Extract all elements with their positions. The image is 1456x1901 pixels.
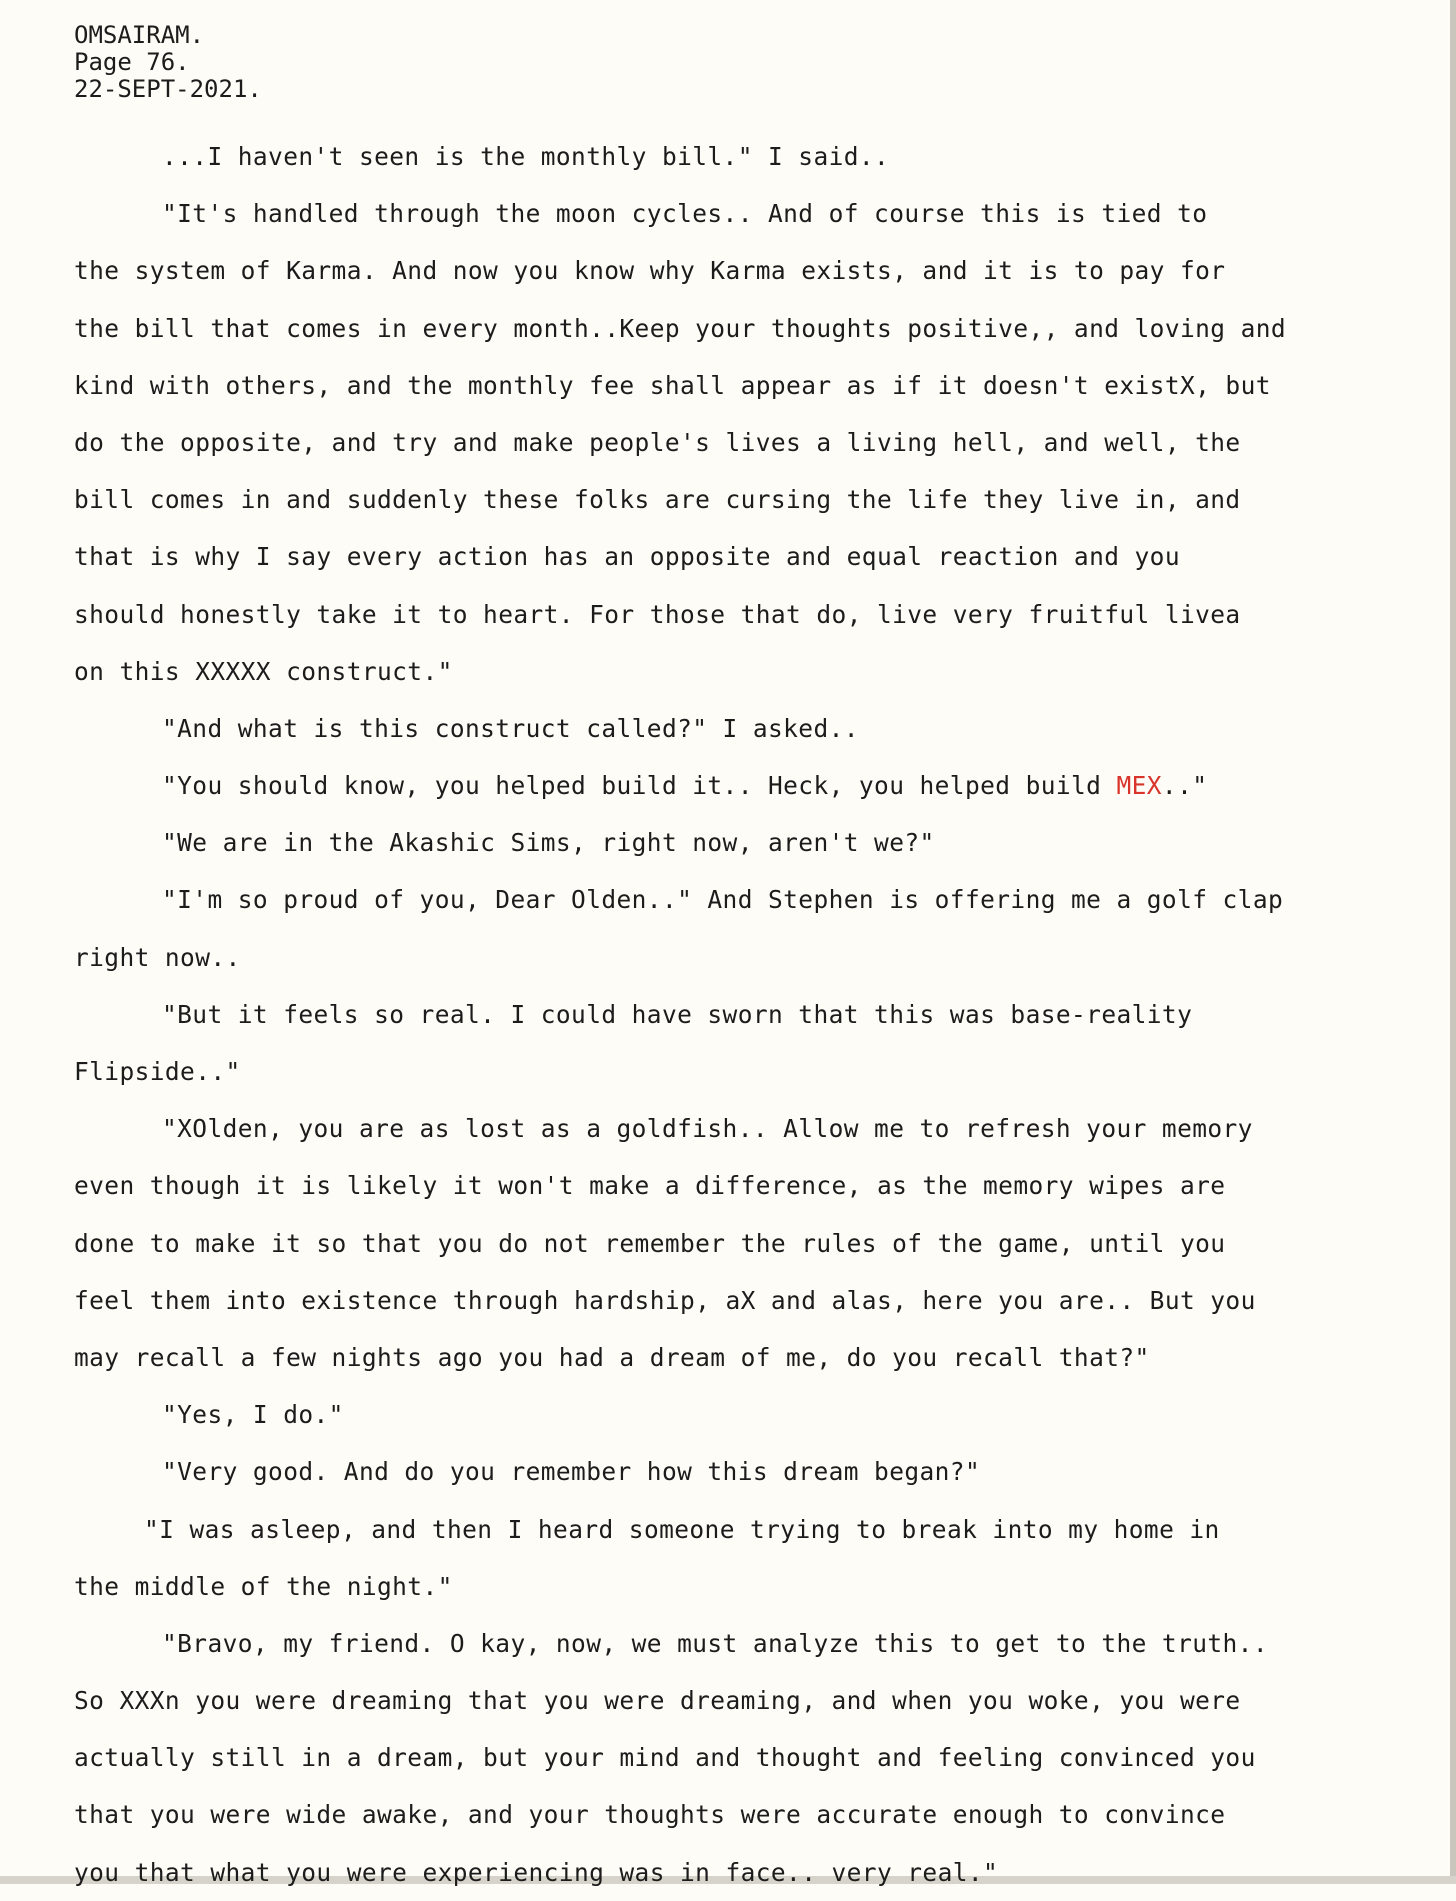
text-line: So XXXn you were dreaming that you were dreaming, and when you woke, you were [74, 1686, 1241, 1716]
text-line: the middle of the night." [74, 1571, 453, 1601]
text-line: may recall a few nights ago you had a dream of me, do you recall that?" [74, 1342, 1150, 1372]
text-line-with-red [74, 757, 1434, 814]
header-date: 22-SEPT-2021. [74, 75, 262, 103]
text-line: Flipside.." [74, 1057, 241, 1086]
page-edge-right [1450, 0, 1456, 1884]
text-line: you that what you were experiencing was in face.. very real." [74, 1857, 999, 1887]
text-line: "Yes, I do." [162, 1400, 344, 1430]
text-line: "I'm so proud of you, Dear Olden.." And Stephen is offering me a golf clap [162, 885, 1284, 915]
text-line: feel them into existence through hardship, aX and alas, here you are.. But you [74, 1285, 1256, 1315]
page-header [74, 22, 262, 103]
text-segment: .." [1161, 771, 1208, 801]
text-line: bill comes in and suddenly these folks are cursing the life they live in, and [74, 485, 1241, 515]
body-text [74, 128, 1434, 1901]
text-line: kind with others, and the monthly fee shall appear as if it doesn't existX, but [74, 370, 1271, 400]
text-line: "I was asleep, and then I heard someone trying to break into my home in [144, 1514, 1220, 1544]
text-line: "XOlden, you are as lost as a goldfish.. Allow me to refresh your memory [162, 1114, 1253, 1144]
text-segment: "You should know, you helped build it.. Heck, you helped build [162, 771, 1117, 801]
text-line: "And what is this construct called?" I asked.. [162, 713, 859, 743]
text-line: "Bravo, my friend. O kay, now, we must analyze this to get to the truth.. [162, 1628, 1268, 1658]
text-line: the system of Karma. And now you know why Karma exists, and it is to pay for [74, 256, 1226, 286]
text-line: on this XXXXX construct." [74, 656, 453, 686]
text-line: that is why I say every action has an opposite and equal reaction and you [74, 542, 1180, 572]
header-title: OMSAIRAM. [74, 21, 205, 49]
text-line: actually still in a dream, but your mind and thought and feeling convinced you [74, 1743, 1256, 1773]
red-ink-text: MEX [1116, 771, 1162, 801]
text-line: "We are in the Akashic Sims, right now, aren't we?" [162, 828, 935, 858]
text-line: "But it feels so real. I could have sworn that this was base-reality [162, 999, 1193, 1029]
text-line: should honestly take it to heart. For those that do, live very fruitful livea [74, 599, 1241, 629]
text-line: that you were wide awake, and your thoughts were accurate enough to convince [74, 1800, 1226, 1830]
text-line: do the opposite, and try and make people's lives a living hell, and well, the [74, 427, 1241, 457]
text-line: done to make it so that you do not remember the rules of the game, until you [74, 1228, 1226, 1258]
text-line: ...I haven't seen is the monthly bill." I said.. [162, 142, 890, 171]
text-line: even though it is likely it won't make a difference, as the memory wipes are [74, 1171, 1226, 1201]
header-page-number: Page 76. [74, 48, 190, 76]
text-line: "It's handled through the moon cycles.. And of course this is tied to [162, 199, 1208, 229]
text-line: right now.. [74, 942, 241, 972]
text-line: "Very good. And do you remember how this dream began?" [162, 1457, 981, 1487]
text-line: the bill that comes in every month..Keep your thoughts positive,, and loving and [74, 313, 1287, 343]
